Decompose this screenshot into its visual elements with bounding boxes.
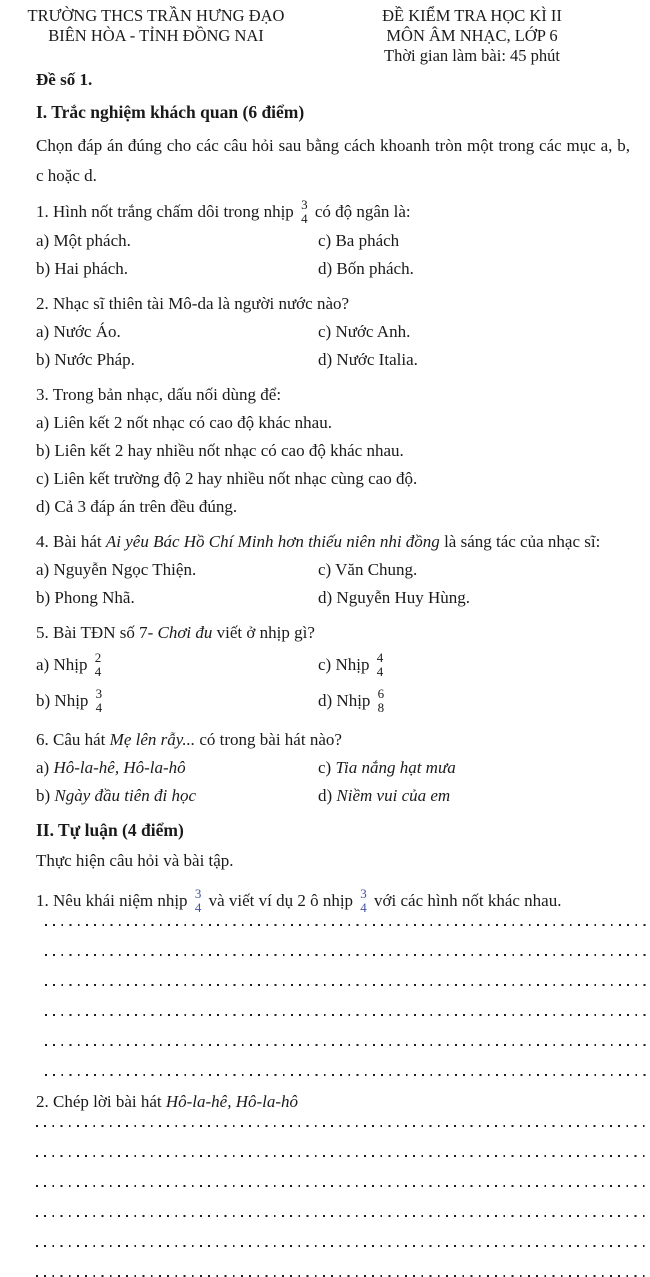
text-run: 6. Câu hát — [36, 729, 110, 749]
option-a — [36, 227, 318, 255]
answer-dotted-line — [45, 984, 650, 986]
mc-question-3 — [36, 381, 650, 521]
answer-dotted-line — [45, 1044, 650, 1046]
question-options — [36, 647, 650, 719]
text-run: c) Nước Anh. — [318, 321, 411, 341]
question-options — [36, 754, 650, 810]
mc-question-4 — [36, 528, 650, 612]
text-run: là sáng tác của nhạc sĩ: — [439, 531, 601, 551]
answer-dotted-line — [36, 1245, 650, 1247]
time-signature-fraction — [360, 887, 367, 914]
answer-dotted-line — [36, 1155, 650, 1157]
italic-text: Hô-la-hê, Hô-la-hô — [53, 757, 186, 777]
option-b — [36, 255, 318, 283]
option-c — [318, 556, 650, 584]
text-run: c) Nhịp — [318, 654, 374, 674]
exam-code: Đề số 1. — [36, 70, 93, 89]
text-run: b) Nhịp — [36, 690, 93, 710]
section1-title: I. Trắc nghiệm khách quan (6 điểm) — [36, 102, 305, 122]
essay-questions — [36, 887, 650, 1277]
text-run: b) Hai phách. — [36, 258, 129, 278]
school-location: BIÊN HÒA - TỈNH ĐỒNG NAI — [48, 26, 264, 45]
text-run: c) Liên kết trường độ 2 hay nhiều nốt nhạc cùng cao độ. — [36, 468, 418, 488]
text-run: c) — [318, 757, 336, 777]
italic-text: Chơi đu — [157, 622, 213, 642]
answer-dotted-line — [45, 954, 650, 956]
fraction-denominator: 4 — [376, 663, 384, 679]
option-d — [36, 493, 650, 521]
answer-dotted-line — [36, 1125, 650, 1127]
text-run: a) — [36, 757, 54, 777]
italic-text: Niềm vui của em — [336, 785, 451, 805]
option-a — [36, 409, 650, 437]
text-run: 5. Bài TĐN số 7- — [36, 622, 158, 642]
question-options — [36, 227, 650, 283]
option-a — [36, 556, 318, 584]
text-run: c) Văn Chung. — [318, 559, 418, 579]
question-options — [36, 318, 650, 374]
text-run: 4. Bài hát — [36, 531, 106, 551]
text-run: có trong bài hát nào? — [195, 729, 342, 749]
answer-dotted-line — [36, 1185, 650, 1187]
text-run: d) Nguyễn Huy Hùng. — [318, 587, 471, 607]
text-run: d) Bốn phách. — [318, 258, 414, 278]
option-c — [318, 647, 650, 683]
text-run: a) Nước Áo. — [36, 321, 121, 341]
fraction-denominator: 4 — [94, 663, 102, 679]
option-b — [36, 782, 318, 810]
text-run: a) Liên kết 2 nốt nhạc có cao độ khác nhau. — [36, 412, 332, 432]
exam-header — [322, 6, 622, 66]
question-prompt — [36, 381, 650, 409]
italic-text: Mẹ lên rẫy... — [109, 729, 196, 749]
time-signature-fraction — [96, 687, 103, 714]
option-a — [36, 318, 318, 346]
time-signature-fraction — [377, 651, 384, 678]
fraction-numerator: 2 — [94, 650, 102, 666]
fraction-denominator: 4 — [95, 699, 103, 715]
fraction-numerator: 3 — [360, 886, 367, 902]
multiple-choice-questions — [36, 198, 650, 810]
exam-subject: MÔN ÂM NHẠC, LỚP 6 — [386, 26, 558, 45]
question-options — [36, 409, 650, 521]
fraction-numerator: 3 — [95, 686, 103, 702]
text-run: b) Nước Pháp. — [36, 349, 135, 369]
text-run: b) Liên kết 2 hay nhiều nốt nhạc có cao độ khác nhau. — [36, 440, 404, 460]
text-run: b) Phong Nhã. — [36, 587, 135, 607]
text-run: a) Nhịp — [36, 654, 92, 674]
text-run: d) — [318, 785, 337, 805]
section1-instructions: Chọn đáp án đúng cho các câu hỏi sau bằng cách khoanh tròn một trong các mục a, b, c hoặc d. — [36, 136, 630, 185]
option-a — [36, 754, 318, 782]
text-run: 1. Hình nốt trắng chấm dôi trong nhịp — [36, 202, 299, 221]
fraction-numerator: 6 — [377, 686, 385, 702]
school-name: TRƯỜNG THCS TRẦN HƯNG ĐẠO — [27, 6, 285, 25]
italic-text: Ai yêu Bác Hồ Chí Minh hơn thiếu niên nhi đồng — [105, 531, 440, 551]
question-prompt — [36, 290, 650, 318]
option-b — [36, 683, 318, 719]
question-prompt — [36, 1088, 650, 1116]
time-signature-fraction — [95, 651, 102, 678]
question-prompt — [36, 619, 650, 647]
text-run: với các hình nốt khác nhau. — [369, 890, 562, 910]
mc-question-6 — [36, 726, 650, 810]
exam-duration: Thời gian làm bài: 45 phút — [384, 46, 560, 65]
option-b — [36, 346, 318, 374]
option-d — [318, 584, 650, 612]
text-run: và viết ví dụ 2 ô nhịp — [204, 890, 358, 910]
text-run: viết ở nhịp gì? — [212, 622, 315, 642]
fraction-denominator: 4 — [194, 899, 202, 915]
time-signature-fraction — [378, 687, 385, 714]
text-run: d) Nước Italia. — [318, 349, 418, 369]
italic-text: Tia nắng hạt mưa — [335, 757, 456, 777]
option-b — [36, 584, 318, 612]
option-d — [318, 683, 650, 719]
text-run: 3. Trong bản nhạc, dấu nối dùng để: — [36, 384, 282, 404]
text-run: a) Nguyễn Ngọc Thiện. — [36, 559, 197, 579]
text-run: 2. Chép lời bài hát — [36, 1092, 166, 1112]
answer-dotted-line — [45, 1074, 650, 1076]
section2-title: II. Tự luận (4 điểm) — [36, 819, 184, 840]
question-prompt — [36, 726, 650, 754]
fraction-numerator: 3 — [194, 886, 202, 902]
option-d — [318, 255, 650, 283]
option-a — [36, 647, 318, 683]
option-c — [318, 318, 650, 346]
section2-intro: Thực hiện câu hỏi và bài tập. — [36, 850, 234, 870]
italic-text: Hô-la-hê, Hô-la-hô — [165, 1092, 299, 1112]
essay-question-2 — [36, 1088, 650, 1277]
text-run: 2. Nhạc sĩ thiên tài Mô-da là người nước nào? — [36, 293, 350, 313]
answer-dotted-line — [36, 1215, 650, 1217]
answer-lines — [36, 924, 650, 1076]
option-d — [318, 782, 650, 810]
essay-question-1 — [36, 887, 650, 1077]
mc-question-1 — [36, 198, 650, 283]
question-prompt — [36, 887, 650, 916]
option-c — [318, 754, 650, 782]
fraction-numerator: 4 — [376, 650, 384, 666]
answer-dotted-line — [45, 924, 650, 926]
mc-question-5 — [36, 619, 650, 719]
italic-text: Ngày đầu tiên đi học — [54, 785, 197, 805]
option-b — [36, 437, 650, 465]
text-run: c) Ba phách — [318, 230, 400, 250]
option-c — [318, 227, 650, 255]
option-c — [36, 465, 650, 493]
document-body — [0, 68, 650, 1277]
text-run: d) Nhịp — [318, 690, 375, 710]
text-run: a) Một phách. — [36, 230, 131, 250]
text-run: 1. Nêu khái niệm nhịp — [36, 890, 192, 910]
fraction-denominator: 8 — [377, 699, 385, 715]
question-prompt — [36, 528, 650, 556]
fraction-denominator: 4 — [360, 899, 367, 915]
fraction-numerator: 3 — [301, 197, 308, 213]
text-run: có độ ngân là: — [310, 202, 411, 221]
exam-title: ĐỀ KIỂM TRA HỌC KÌ II — [382, 6, 562, 25]
time-signature-fraction — [301, 198, 308, 225]
option-d — [318, 346, 650, 374]
answer-lines — [36, 1125, 650, 1277]
question-prompt — [36, 198, 650, 227]
text-run: b) — [36, 785, 55, 805]
school-header — [0, 6, 312, 66]
document-header — [0, 0, 650, 66]
question-options — [36, 556, 650, 612]
mc-question-2 — [36, 290, 650, 374]
time-signature-fraction — [195, 887, 202, 914]
answer-dotted-line — [45, 1014, 650, 1016]
text-run: d) Cả 3 đáp án trên đều đúng. — [36, 496, 238, 516]
fraction-denominator: 4 — [301, 211, 308, 227]
